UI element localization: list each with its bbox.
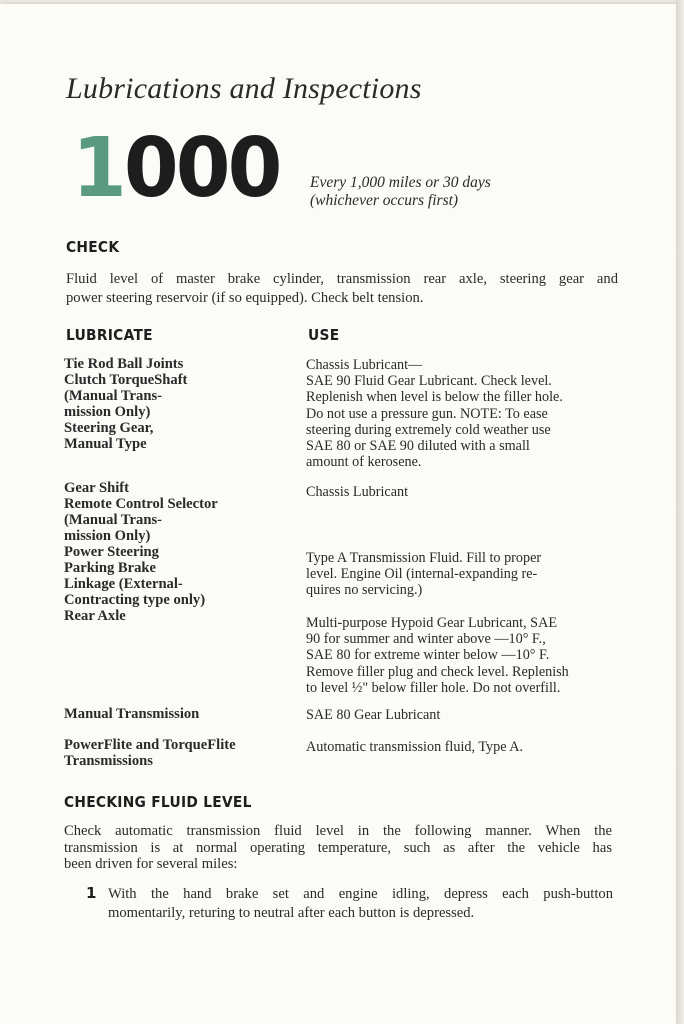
use-line: level. Engine Oil (internal-expanding re- — [306, 566, 538, 583]
use-line: Type A Transmission Fluid. Fill to proper — [306, 550, 542, 566]
use-line: Do not use a pressure gun. NOTE: To ease — [306, 405, 548, 422]
lubricate-label-group — [64, 737, 236, 769]
use-heading: USE — [308, 326, 340, 344]
interval-line: Every 1,000 miles or 30 days — [310, 174, 491, 191]
lubricate-label: PowerFlite and TorqueFlite — [64, 737, 236, 753]
interval-note — [310, 174, 491, 210]
page-title: Lubrications and Inspections — [66, 72, 422, 105]
lubricate-label: Transmissions — [64, 753, 153, 769]
use-line: SAE 80 for extreme winter below —10° F. — [306, 647, 550, 664]
use-line: SAE 80 or SAE 90 diluted with a small — [306, 438, 530, 455]
fluid-level-text — [64, 823, 612, 873]
use-line: amount of kerosene. — [306, 454, 422, 471]
lubricate-label: Parking Brake — [64, 560, 157, 576]
use-line: Automatic transmission fluid, Type A. — [306, 739, 524, 755]
use-line: quires no servicing.) — [306, 582, 423, 599]
lubricate-label: (Manual Trans- — [64, 512, 162, 528]
use-text-group — [306, 739, 616, 755]
lubricate-label-group — [64, 356, 187, 452]
use-text-group — [306, 484, 616, 500]
check-line: power steering reservoir (if so equipped). Check belt tension. — [66, 290, 424, 306]
use-line: Replenish when level is below the filler hole. — [306, 389, 563, 406]
lubricate-label: Remote Control Selector — [64, 496, 218, 512]
lubricate-label: mission Only) — [64, 528, 151, 544]
step-text — [108, 885, 613, 923]
lubricate-label: (Manual Trans- — [64, 388, 162, 404]
lubricate-label: Manual Type — [64, 436, 147, 452]
lubricate-label: Clutch TorqueShaft — [64, 372, 188, 388]
page-gutter — [676, 0, 684, 1024]
fluid-level-line: been driven for several miles: — [64, 856, 238, 872]
lubricate-label: Steering Gear, — [64, 420, 154, 436]
lubricate-label: Rear Axle — [64, 608, 126, 624]
lubricate-label: Linkage (External- — [64, 576, 183, 592]
use-line: 90 for summer and winter above —10° F., — [306, 631, 546, 648]
mileage-rest-digits: 000 — [123, 121, 280, 216]
use-line: Chassis Lubricant— — [306, 357, 423, 373]
lubricate-label: Power Steering — [64, 544, 159, 560]
step-line: With the hand brake set and engine idling, depress each push-button — [108, 886, 613, 902]
use-text-group — [306, 707, 616, 723]
lubricate-label: Gear Shift — [64, 480, 129, 496]
check-line: Fluid level of master brake cylinder, transmission rear axle, steering gear and — [66, 271, 618, 287]
mileage-accent-digit: 1 — [72, 121, 124, 216]
check-heading: CHECK — [66, 238, 120, 256]
use-line: to level ½" below filler hole. Do not overfill. — [306, 679, 561, 696]
fluid-level-line: transmission is at normal operating temperature, such as after the vehicle has — [64, 839, 612, 856]
use-text-group — [306, 615, 616, 696]
lubricate-label-group — [64, 480, 218, 624]
lubricate-label-group — [64, 706, 199, 722]
lubricate-heading: LUBRICATE — [66, 326, 153, 344]
use-line: Chassis Lubricant — [306, 484, 409, 500]
use-line: Multi-purpose Hypoid Gear Lubricant, SAE — [306, 615, 557, 631]
use-text-group — [306, 550, 616, 599]
step-line: momentarily, returing to neutral after each button is depressed. — [108, 905, 475, 921]
interval-line: (whichever occurs first) — [310, 192, 459, 209]
fluid-level-line: Check automatic transmission fluid level in the following manner. When the — [64, 823, 612, 839]
lubricate-label: Manual Transmission — [64, 706, 200, 722]
lubricate-label: Tie Rod Ball Joints — [64, 356, 184, 372]
step-number: 1 — [86, 884, 97, 902]
use-text-group — [306, 357, 616, 470]
fluid-level-heading: CHECKING FLUID LEVEL — [64, 793, 252, 811]
use-line: SAE 90 Fluid Gear Lubricant. Check level. — [306, 373, 552, 390]
use-line: SAE 80 Gear Lubricant — [306, 707, 441, 723]
lubricate-label: mission Only) — [64, 404, 151, 420]
check-text — [66, 270, 618, 308]
use-line: Remove filler plug and check level. Replenish — [306, 663, 569, 680]
lubricate-label: Contracting type only) — [64, 592, 206, 608]
mileage-number — [72, 121, 280, 216]
use-line: steering during extremely cold weather use — [306, 421, 551, 438]
